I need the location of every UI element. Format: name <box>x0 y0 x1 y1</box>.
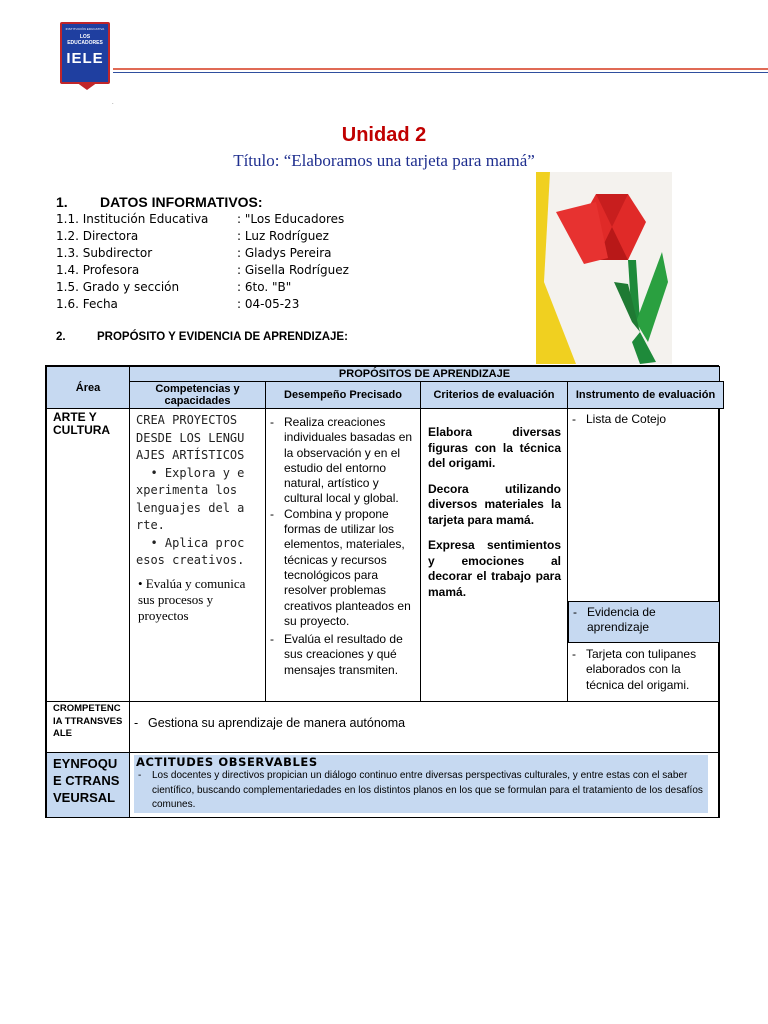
tulip-illustration <box>536 172 672 364</box>
col-criterios-header <box>420 381 568 409</box>
info-row <box>56 262 349 279</box>
criterio-item: Decora utilizando diversos materiales la tarjeta para mamá. <box>428 481 561 527</box>
criterio-item: Elabora diversas figuras con la técnica del origami. <box>428 425 561 470</box>
transversal-label-cell <box>46 701 130 753</box>
info-value: : 6to. "B" <box>237 280 292 294</box>
enfoque-cell <box>129 752 720 818</box>
info-value: : "Los Educadores <box>237 212 345 226</box>
section2-heading <box>56 331 348 343</box>
learning-purposes-table <box>45 365 719 818</box>
header-rule-blue <box>113 72 768 73</box>
competencia-line: rte. <box>136 518 165 532</box>
area-label: ARTE Y CULTURA <box>53 410 111 437</box>
evidencia-list <box>568 647 718 693</box>
info-row <box>56 245 349 262</box>
area-cell <box>46 408 130 702</box>
criterio-item: Expresa sentimientos y emociones al decorar el trabajo para mamá. <box>428 538 561 599</box>
info-value: : Gladys Pereira <box>237 246 332 260</box>
desempeno-item: - Realiza creaciones individuales basadas en la observación y en el estudio del entorno natural, artístico y cultural local y global. <box>266 415 414 507</box>
info-list <box>56 211 349 313</box>
info-value: : 04-05-23 <box>237 297 300 311</box>
info-row <box>56 211 349 228</box>
col-criterios-label: Criterios de evaluación <box>433 389 555 401</box>
desempeno-item: - Evalúa el resultado de sus creaciones y qué mensajes transmiten. <box>266 632 414 678</box>
stray-dot: . <box>112 100 114 106</box>
origami-tulip-photo <box>536 172 672 364</box>
instrumento-item: - Lista de Cotejo <box>568 412 719 427</box>
info-row <box>56 279 349 296</box>
info-label: 1.5. Grado y sección <box>56 280 180 294</box>
unit-title: Unidad 2 <box>341 124 427 146</box>
info-row <box>56 296 349 313</box>
criterios-cell <box>420 408 568 702</box>
logo-school-name: LOS EDUCADORES <box>67 34 103 46</box>
col-desempeno-label: Desempeño Precisado <box>284 389 402 401</box>
info-value: : Luz Rodríguez <box>237 229 329 243</box>
competencia-line: AJES ARTÍSTICOS <box>136 448 245 462</box>
evidencia-label-cell <box>568 601 720 643</box>
instrumento-list <box>568 409 719 427</box>
evidencia-label-list <box>569 605 719 636</box>
transversal-label: CROMPETENCIA TTRANSVESALE <box>53 703 123 739</box>
competencia-line: xperimenta los <box>136 483 238 497</box>
section1-heading <box>56 194 263 210</box>
col-desempeno-header <box>265 381 421 409</box>
info-label: 1.1. Institución Educativa <box>56 212 209 226</box>
info-value: : Gisella Rodríguez <box>237 263 349 277</box>
lesson-title: Título: “Elaboramos una tarjeta para mamá” <box>233 151 535 170</box>
competencia-line: lenguajes del a <box>136 500 245 515</box>
enfoque-label-cell <box>46 752 130 818</box>
instrumento-cell <box>567 408 720 702</box>
info-label: 1.4. Profesora <box>56 263 140 277</box>
transversal-list <box>130 716 719 730</box>
logo-shield-tip <box>76 82 98 90</box>
enfoque-label: EYNFOQUE CTRANSVEURSAL <box>53 756 120 805</box>
competencia-line: CREA PROYECTOS <box>136 413 238 427</box>
competencia-line: • Aplica proc <box>136 535 245 550</box>
header-rule-red <box>113 68 768 70</box>
evidencia-label: - Evidencia de aprendizaje <box>569 605 679 636</box>
logo-acronym: IELE <box>66 50 104 67</box>
actitudes-band <box>134 769 708 813</box>
section2-title: PROPÓSITO Y EVIDENCIA DE APRENDIZAJE: <box>97 331 348 343</box>
info-row <box>56 228 349 245</box>
transversal-item: - Gestiona su aprendizaje de manera autónoma <box>130 716 719 730</box>
competencia-evalua: • Evalúa y comunica sus procesos y proyectos <box>138 575 246 623</box>
competencias-cell <box>129 408 266 702</box>
competencia-line: DESDE LOS LENGU <box>136 430 245 445</box>
competencia-line: esos creativos. <box>136 553 245 567</box>
info-label: 1.3. Subdirector <box>56 246 153 260</box>
info-label: 1.6. Fecha <box>56 297 118 311</box>
col-instrumento-header <box>567 381 724 409</box>
col-competencias-label: Competencias y capacidades <box>155 383 240 407</box>
school-logo <box>60 22 110 84</box>
logo-institution-text: INSTITUCIÓN EDUCATIVA <box>65 27 105 31</box>
info-label: 1.2. Directora <box>56 229 139 243</box>
actitudes-list <box>134 769 704 813</box>
desempeno-list <box>266 415 414 678</box>
desempeno-cell <box>265 408 421 702</box>
purposes-header <box>129 366 720 382</box>
transversal-cell <box>129 701 720 753</box>
col-area-label: Área <box>75 381 101 394</box>
col-competencias-header <box>129 381 266 409</box>
actitudes-title: ACTITUDES OBSERVABLES <box>134 755 708 769</box>
purposes-header-label: PROPÓSITOS DE APRENDIZAJE <box>338 368 511 380</box>
section1-number: 1. <box>56 194 68 210</box>
col-instrumento-label: Instrumento de evaluación <box>575 389 716 401</box>
actitudes-item: - Los docentes y directivos propician un diálogo continuo entre diversas perspectivas culturales, y entre estas con el saber científico, buscando complementariedades en los distintos planos en los que se formulan para el tratamiento de los desafíos comunes. <box>134 769 704 813</box>
competencia-line: • Explora y e <box>136 465 245 480</box>
section1-title: DATOS INFORMATIVOS: <box>100 194 263 210</box>
col-area-header <box>46 366 130 409</box>
section2-number: 2. <box>56 331 66 343</box>
evidencia-item: - Tarjeta con tulipanes elaborados con la técnica del origami. <box>568 647 718 693</box>
desempeno-item-combina: - Combina y propone formas de utilizar los elementos, materiales, técnicas y recursos tecnológicos para resolver problemas creativos planteados en su proyecto. <box>266 507 414 629</box>
